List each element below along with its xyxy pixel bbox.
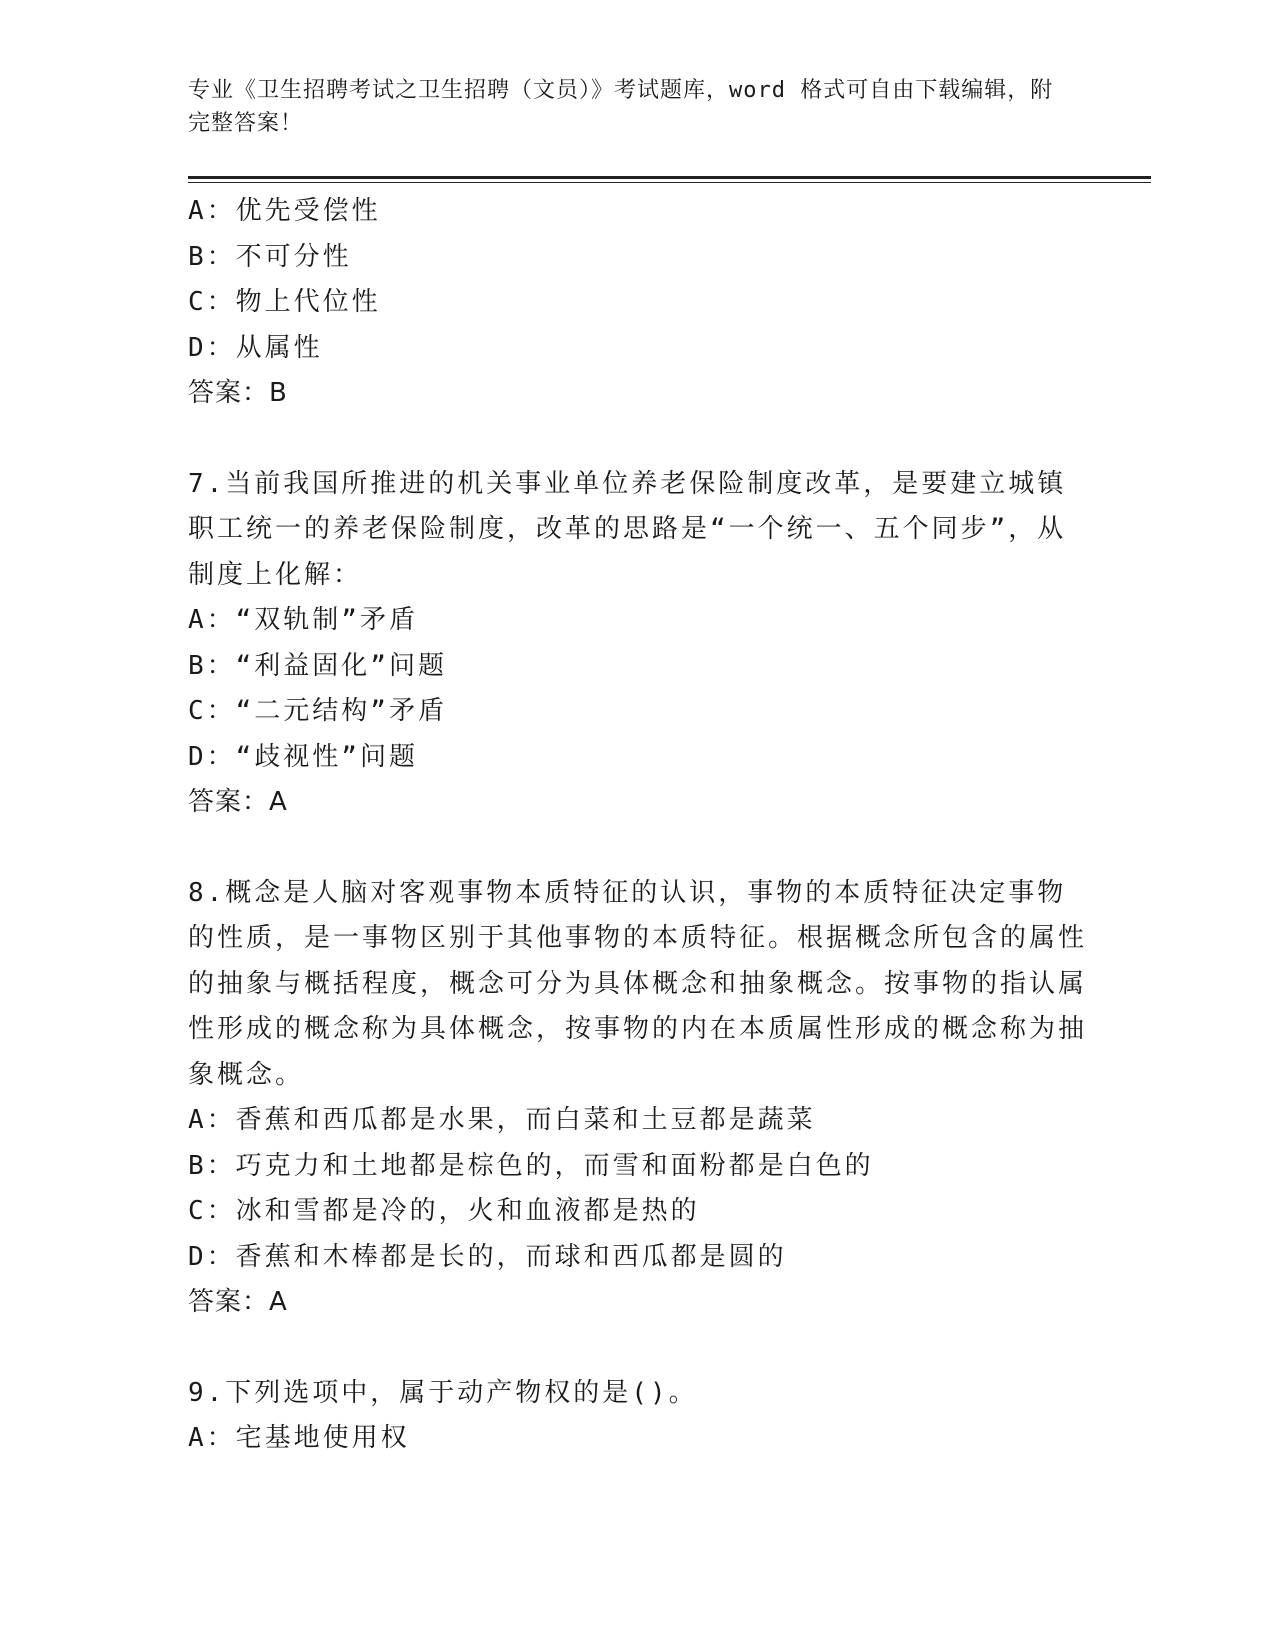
q6-answer: 答案：B	[188, 378, 288, 408]
document-body	[188, 189, 1088, 1462]
spacer	[188, 1326, 1088, 1371]
question-9	[188, 1371, 1088, 1462]
q8-option-a: A：香蕉和西瓜都是水果，而白菜和土豆都是蔬菜	[188, 1105, 816, 1135]
q9-option-a: A：宅基地使用权	[188, 1423, 410, 1453]
q6-option-a: A：优先受偿性	[188, 196, 381, 226]
q7-stem: 7.当前我国所推进的机关事业单位养老保险制度改革，是要建立城镇职工统一的养老保险制度，改革的思路是“一个统一、五个同步”，从制度上化解：	[188, 468, 1067, 590]
spacer	[188, 826, 1088, 871]
question-8	[188, 871, 1088, 1326]
spacer	[188, 417, 1088, 462]
header-rule-thin	[188, 182, 1151, 183]
q6-option-c: C：物上代位性	[188, 287, 381, 317]
q8-option-b: B：巧克力和土地都是棕色的，而雪和面粉都是白色的	[188, 1150, 874, 1181]
q7-option-c: C：“二元结构”矛盾	[188, 696, 447, 726]
q6-option-d: D：从属性	[188, 332, 323, 363]
q7-option-b: B：“利益固化”问题	[188, 650, 447, 681]
q7-option-a: A：“双轨制”矛盾	[188, 605, 418, 635]
q8-option-d: D：香蕉和木棒都是长的，而球和西瓜都是圆的	[188, 1241, 787, 1272]
document-header: 专业《卫生招聘考试之卫生招聘（文员）》考试题库，word 格式可自由下载编辑，附完整答案！	[188, 78, 1054, 136]
q8-answer: 答案：A	[188, 1287, 288, 1317]
q7-answer: 答案：A	[188, 787, 288, 817]
question-6	[188, 189, 1088, 417]
q8-stem: 8.概念是人脑对客观事物本质特征的认识，事物的本质特征决定事物的性质，是一事物区别于其他事物的本质特征。根据概念所包含的属性的抽象与概括程度，概念可分为具体概念和抽象概念。按事物的指认属性形成的概念称为具体概念，按事物的内在本质属性形成的概念称为抽象概念。	[188, 877, 1088, 1090]
q7-option-d: D：“歧视性”问题	[188, 741, 418, 772]
header-rule-thick	[188, 176, 1151, 179]
q9-stem: 9.下列选项中，属于动产物权的是()。	[188, 1377, 698, 1408]
q6-option-b: B：不可分性	[188, 241, 352, 272]
question-7	[188, 462, 1088, 826]
q8-option-c: C：冰和雪都是冷的，火和血液都是热的	[188, 1196, 700, 1226]
